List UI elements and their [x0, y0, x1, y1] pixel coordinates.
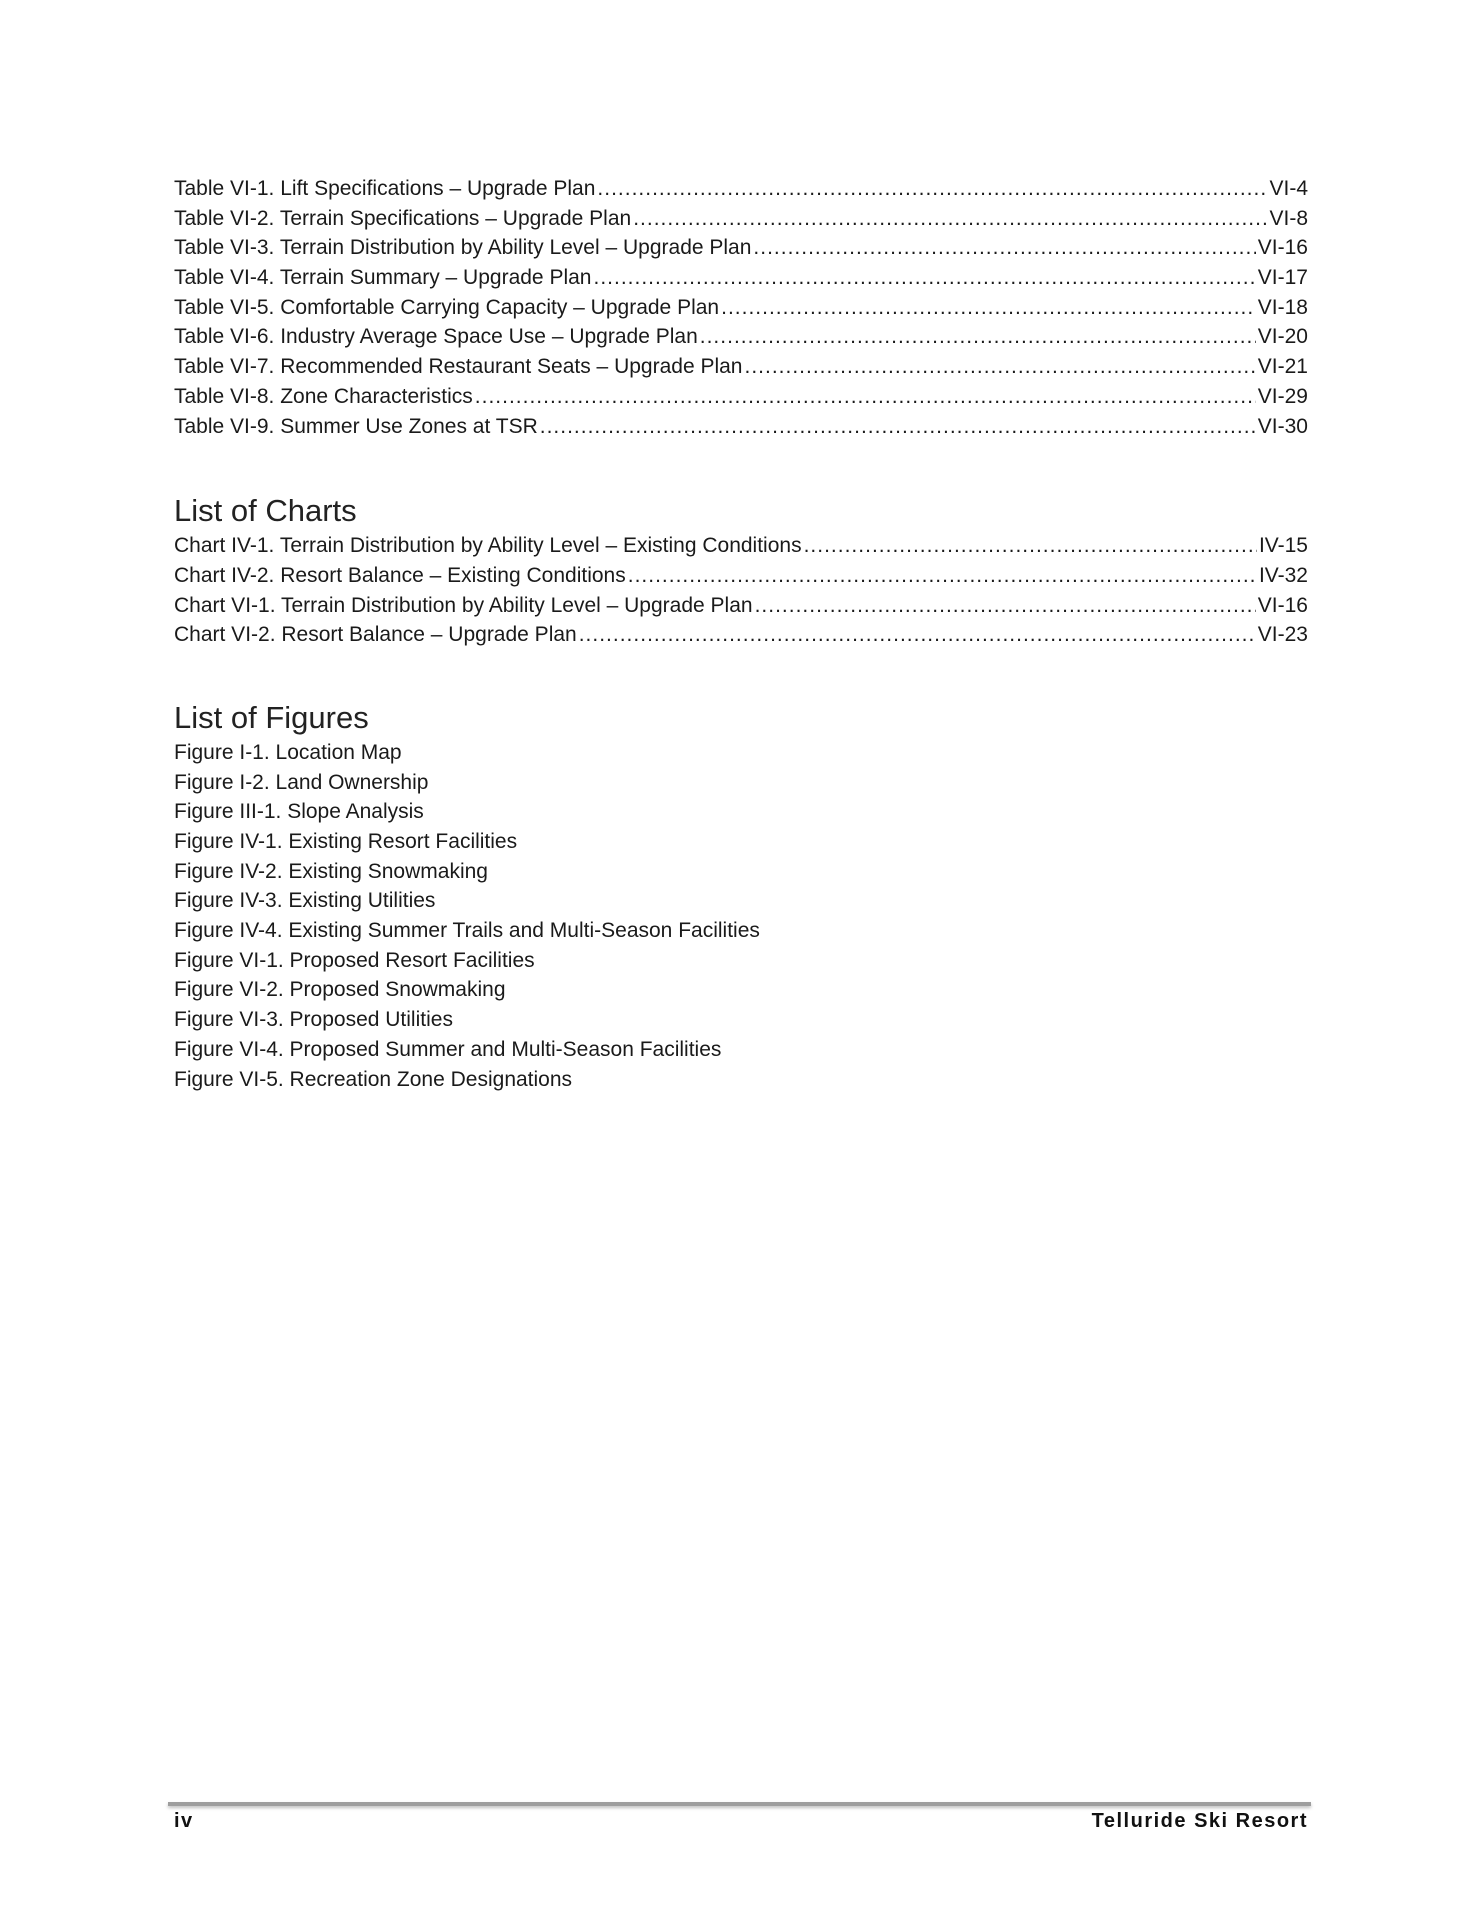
toc-entry-page: IV-32	[1258, 563, 1308, 587]
toc-entry-title: Table VI-6. Industry Average Space Use – Upgrade Plan	[174, 325, 698, 349]
list-of-figures-heading: List of Figures	[174, 699, 369, 735]
toc-entry-title: Table VI-7. Recommended Restaurant Seats – Upgrade Plan	[174, 355, 743, 379]
dot-leader	[540, 412, 1256, 442]
toc-entry-table-vi-7[interactable]	[174, 352, 1308, 382]
toc-entry-title: Chart VI-1. Terrain Distribution by Ability Level – Upgrade Plan	[174, 593, 753, 617]
figure-entry[interactable]: Figure IV-3. Existing Utilities	[174, 889, 436, 913]
toc-entry-page: VI-4	[1269, 177, 1308, 200]
dot-leader	[753, 233, 1255, 263]
toc-page	[174, 174, 1308, 1094]
list-of-charts	[174, 531, 1308, 650]
figure-entry[interactable]: Figure VI-4. Proposed Summer and Multi-Season Facilities	[174, 1037, 722, 1061]
dot-leader	[475, 382, 1256, 412]
toc-entry-page: VI-30	[1257, 414, 1308, 438]
list-of-charts-heading: List of Charts	[174, 493, 357, 529]
dot-leader	[755, 591, 1256, 621]
toc-entry-page: VI-29	[1257, 384, 1308, 408]
page-footer	[174, 1810, 1308, 1833]
figure-entry[interactable]: Figure IV-1. Existing Resort Facilities	[174, 830, 518, 853]
toc-entry-table-vi-6[interactable]	[174, 322, 1308, 352]
toc-entry-table-vi-3[interactable]	[174, 233, 1308, 263]
toc-entry-title: Table VI-4. Terrain Summary – Upgrade Plan	[174, 266, 592, 290]
figure-entry[interactable]: Figure VI-5. Recreation Zone Designations	[174, 1067, 573, 1091]
toc-entry-title: Table VI-5. Comfortable Carrying Capacity – Upgrade Plan	[174, 295, 720, 319]
toc-entry-title: Table VI-3. Terrain Distribution by Ability Level – Upgrade Plan	[174, 236, 752, 260]
toc-entry-chart-vi-2[interactable]	[174, 620, 1308, 650]
dot-leader	[804, 531, 1257, 561]
toc-entry-title: Table VI-1. Lift Specifications – Upgrade Plan	[174, 177, 596, 200]
figure-entry[interactable]: Figure IV-4. Existing Summer Trails and Multi-Season Facilities	[174, 919, 760, 943]
toc-entry-page: VI-17	[1257, 266, 1308, 290]
footer-document-name: Telluride Ski Resort	[1091, 1810, 1308, 1832]
toc-entry-title: Chart VI-2. Resort Balance – Upgrade Plan	[174, 623, 577, 647]
toc-entry-table-vi-4[interactable]	[174, 263, 1308, 293]
toc-entry-table-vi-5[interactable]	[174, 293, 1308, 323]
figure-entry[interactable]: Figure I-1. Location Map	[174, 740, 402, 764]
figure-entry[interactable]: Figure VI-1. Proposed Resort Facilities	[174, 948, 535, 972]
toc-entry-page: VI-18	[1257, 295, 1308, 319]
footer-page-number: iv	[174, 1810, 194, 1832]
toc-entry-page: VI-20	[1257, 325, 1308, 349]
figure-entry[interactable]: Figure I-2. Land Ownership	[174, 770, 429, 794]
dot-leader	[597, 174, 1267, 204]
toc-entry-table-vi-1[interactable]	[174, 174, 1308, 204]
toc-entry-title: Chart IV-1. Terrain Distribution by Ability Level – Existing Conditions	[174, 534, 802, 558]
toc-entry-title: Table VI-8. Zone Characteristics	[174, 384, 473, 408]
list-of-figures	[174, 738, 1308, 1094]
toc-entry-title: Table VI-9. Summer Use Zones at TSR	[174, 414, 538, 438]
figure-entry[interactable]: Figure VI-3. Proposed Utilities	[174, 1008, 453, 1032]
figure-entry[interactable]: Figure IV-2. Existing Snowmaking	[174, 859, 488, 883]
dot-leader	[628, 561, 1257, 591]
toc-entry-chart-vi-1[interactable]	[174, 591, 1308, 621]
dot-leader	[745, 352, 1256, 382]
toc-entry-page: VI-8	[1269, 206, 1308, 230]
dot-leader	[721, 293, 1256, 323]
toc-entry-page: VI-16	[1257, 236, 1308, 260]
toc-entry-page: VI-21	[1257, 355, 1308, 379]
figure-entry[interactable]: Figure III-1. Slope Analysis	[174, 800, 424, 824]
dot-leader	[700, 322, 1256, 352]
list-of-tables	[174, 174, 1308, 441]
toc-entry-chart-iv-2[interactable]	[174, 561, 1308, 591]
toc-entry-table-vi-2[interactable]	[174, 204, 1308, 234]
toc-entry-table-vi-8[interactable]	[174, 382, 1308, 412]
toc-entry-page: VI-23	[1257, 623, 1308, 647]
footer-divider	[168, 1802, 1311, 1806]
dot-leader	[593, 263, 1255, 293]
toc-entry-page: IV-15	[1258, 534, 1308, 558]
toc-entry-page: VI-16	[1257, 593, 1308, 617]
dot-leader	[579, 620, 1256, 650]
dot-leader	[633, 204, 1267, 234]
toc-entry-title: Table VI-2. Terrain Specifications – Upgrade Plan	[174, 206, 632, 230]
toc-entry-table-vi-9[interactable]	[174, 412, 1308, 442]
toc-entry-title: Chart IV-2. Resort Balance – Existing Conditions	[174, 563, 626, 587]
figure-entry[interactable]: Figure VI-2. Proposed Snowmaking	[174, 978, 506, 1002]
toc-entry-chart-iv-1[interactable]	[174, 531, 1308, 561]
